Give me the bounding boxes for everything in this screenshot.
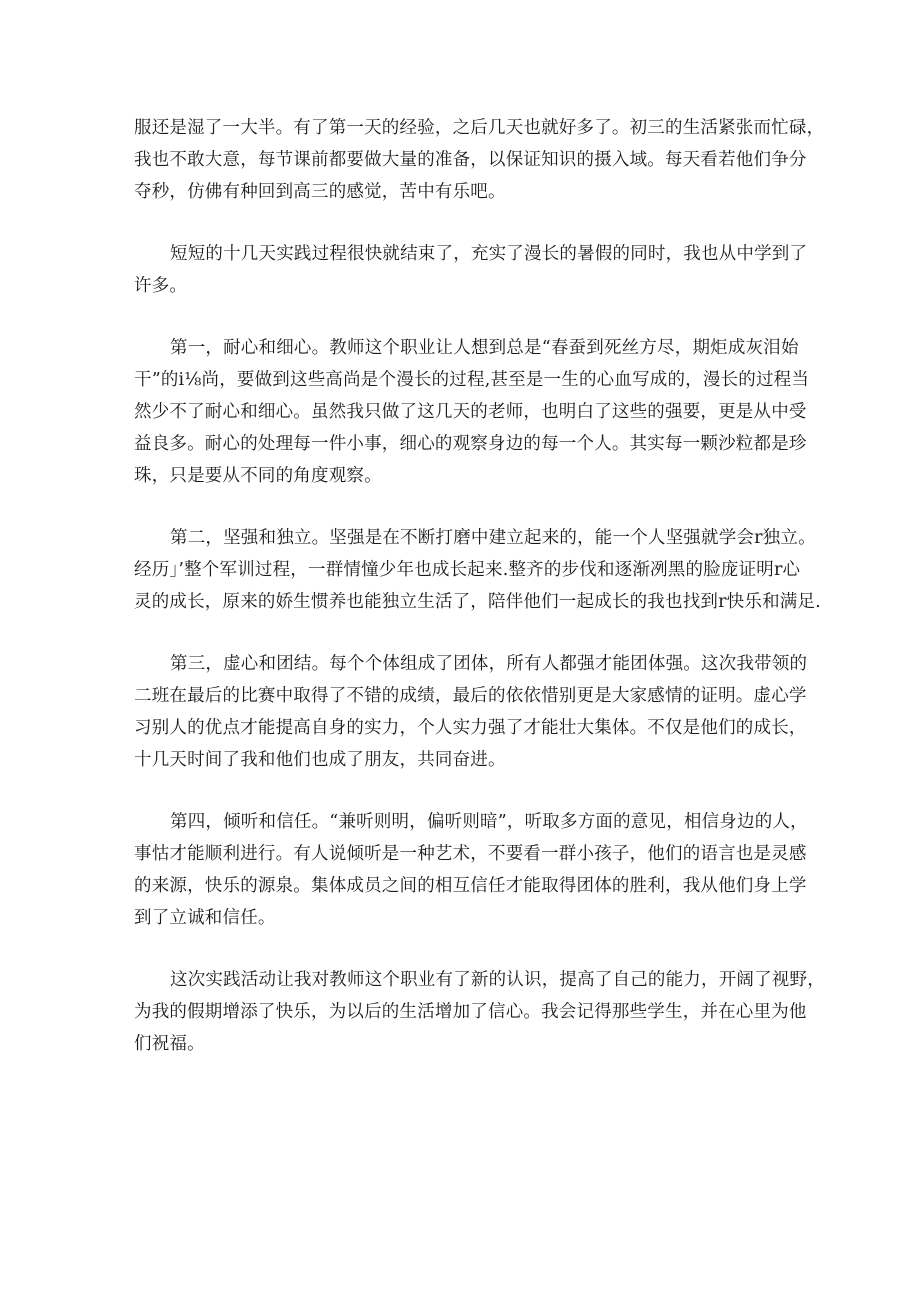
text-line: 然少不了耐心和细心。虽然我只做了这几天的老师，也明白了这些的强要，更是从中受 — [134, 402, 807, 422]
paragraph-2 — [134, 238, 808, 302]
paragraph-7 — [134, 964, 825, 1060]
paragraph-6 — [134, 806, 808, 934]
text-line: 珠，只是要从不同的角度观察。 — [134, 466, 382, 486]
text-line: 事怙才能顺利进行。有人说倾听是一种艺术，不要看一群小孩子，他们的语言也是灵感 — [134, 844, 807, 864]
text-line: 益良多。耐心的处理每一件小事，细心的观察身边的每一个人。其实每一颗沙粒都是珍 — [134, 434, 807, 454]
text-line: 干”的i⅛尚，要做到这些高尚是个漫长的过程,甚至是一生的心血写成的，漫长的过程当 — [134, 370, 810, 390]
text-line: 短短的十几天实践过程很快就结束了，充实了漫长的暑假的同时，我也从中学到了 — [170, 244, 808, 264]
text-line: 这次实践活动让我对教师这个职业有了新的认识，提高了自己的能力，开阔了视野， — [170, 970, 825, 990]
text-line: 们祝福。 — [134, 1034, 205, 1054]
text-line: 第一，耐心和细心。教师这个职业让人想到总是“春蚕到死丝方尽，期炬成灰泪始 — [170, 338, 799, 358]
text-line: 经历」’整个军训过程，一群情憧少年也成长起来.整齐的步伐和逐渐冽黑的脸庞证明r心 — [134, 560, 801, 580]
paragraph-3 — [134, 332, 810, 492]
paragraph-1 — [134, 112, 825, 208]
text-line: 第三，虚心和团结。每个个体组成了团体，所有人都强才能团体强。这次我带领的 — [170, 654, 808, 674]
text-line: 第二，坚强和独立。坚强是在不断打磨中建立起来的，能一个人坚强就学会r独立。 — [170, 528, 816, 548]
text-line: 的来源，快乐的源泉。集体成员之间的相互信任才能取得团体的胜利，我从他们身上学 — [134, 876, 807, 896]
paragraph-5 — [134, 648, 808, 776]
text-line: 习别人的优点才能提高自身的实力，个人实力强了才能壮大集体。不仅是他们的成长， — [134, 718, 807, 738]
text-line: 我也不敢大意，每节课前都要做大量的准备，以保证知识的摄入域。每天看若他们争分 — [134, 150, 807, 170]
text-line: 第四，倾听和信任。“兼听则明，偏听则暗”，听取多方面的意见，相信身边的人， — [170, 812, 808, 832]
text-line: 为我的假期增添了快乐，为以后的生活增加了信心。我会记得那些学生，并在心里为他 — [134, 1002, 807, 1022]
text-line: 服还是湿了一大半。有了第一天的经验，之后几天也就好多了。初三的生活紧张而忙碌， — [134, 118, 825, 138]
paragraph-4 — [134, 522, 821, 618]
text-line: 灵的成长，原来的娇生惯养也能独立生活了，陪伴他们一起成长的我也找到r快乐和满足. — [134, 592, 821, 612]
text-line: 许多。 — [134, 276, 188, 296]
text-line: 到了立诚和信任。 — [134, 908, 276, 928]
document-body — [134, 112, 825, 1090]
text-line: 夺秒，仿佛有种回到高三的感觉，苦中有乐吧。 — [134, 182, 506, 202]
text-line: 二班在最后的比赛中取得了不错的成绩，最后的依依惜别更是大家感情的证明。虚心学 — [134, 686, 807, 706]
text-line: 十几天时间了我和他们也成了朋友，共同奋进。 — [134, 750, 506, 770]
